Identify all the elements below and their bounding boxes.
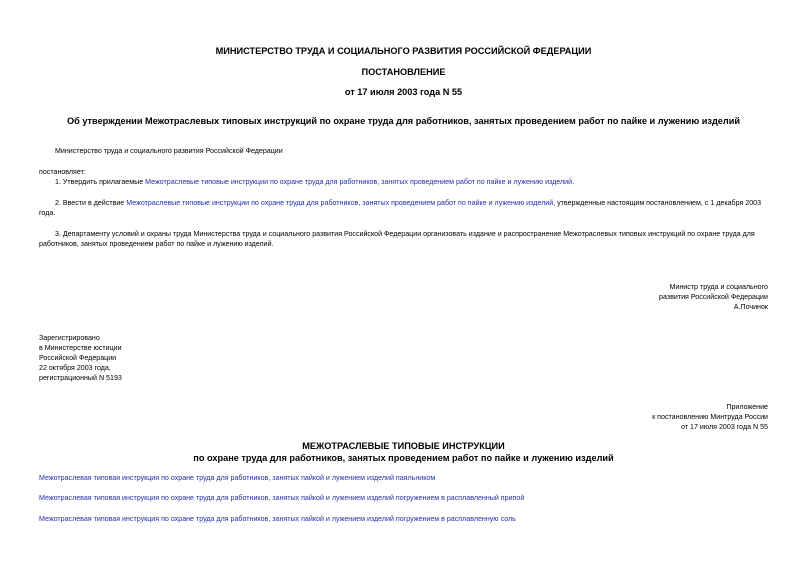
- ministry-heading: МИНИСТЕРСТВО ТРУДА И СОЦИАЛЬНОГО РАЗВИТИЯ РОССИЙСКОЙ ФЕДЕРАЦИИ: [215, 46, 592, 56]
- appendix-line-1: Приложение: [726, 403, 768, 411]
- item-3-line-2: работников, занятых проведением работ по пайке и лужению изделий.: [39, 240, 274, 248]
- item-2-prefix: 2. Ввести в действие: [55, 199, 127, 207]
- instruction-link-molten-salt[interactable]: Межотраслевая типовая инструкция по охране труда для работников, занятых пайкой и лужением изделий погружением в расплавленную соль: [39, 515, 516, 523]
- issuer-text: Министерство труда и социального развития Российской Федерации: [55, 147, 283, 155]
- item-2-continuation: года.: [39, 209, 56, 217]
- signature-line-2: развития Российской Федерации: [659, 293, 768, 301]
- instruction-link-soldering-iron[interactable]: Межотраслевая типовая инструкция по охране труда для работников, занятых пайкой и лужением изделий паяльником: [39, 474, 436, 482]
- registration-line-3: Российской Федерации: [39, 354, 117, 362]
- signature-line-1: Министр труда и социального: [669, 283, 768, 291]
- item-1-suffix: .: [572, 178, 575, 186]
- instruction-link-molten-solder[interactable]: Межотраслевая типовая инструкция по охране труда для работников, занятых пайкой и лужением изделий погружением в расплавленный припой: [39, 494, 525, 502]
- registration-line-1: Зарегистрировано: [39, 334, 100, 342]
- appendix-line-3: от 17 июля 2003 года N 55: [681, 423, 768, 431]
- document-title: Об утверждении Межотраслевых типовых инструкций по охране труда для работников, занятых проведением работ по пайке и лужению изделий: [66, 116, 741, 126]
- item-2: [55, 198, 761, 208]
- item-2-suffix: , утвержденные настоящим постановлением, с 1 декабря 2003: [553, 199, 762, 207]
- signature-name: А.Починок: [733, 303, 768, 311]
- item-2-link[interactable]: Межотраслевые типовые инструкции по охране труда для работников, занятых проведением работ по пайке и лужению изделий: [126, 199, 554, 207]
- registration-number: регистрационный N 5193: [39, 374, 122, 382]
- instructions-title: МЕЖОТРАСЛЕВЫЕ ТИПОВЫЕ ИНСТРУКЦИИ: [302, 441, 505, 451]
- instructions-subtitle: по охране труда для работников, занятых проведением работ по пайке и лужению изделий: [193, 453, 614, 463]
- appendix-line-2: к постановлению Минтруда России: [652, 413, 768, 421]
- registration-line-2: в Министерстве юстиции: [39, 344, 122, 352]
- document-date-number: от 17 июля 2003 года N 55: [344, 87, 463, 97]
- resolves-text: постановляет:: [39, 168, 86, 176]
- item-1-prefix: 1. Утвердить прилагаемые: [55, 178, 146, 186]
- document-type: ПОСТАНОВЛЕНИЕ: [361, 67, 446, 77]
- item-1: [55, 177, 574, 187]
- registration-line-4: 22 октября 2003 года,: [39, 364, 111, 372]
- item-3-line-1: 3. Департаменту условий и охраны труда Министерства труда и социального развития Российской Федерации организовать издание и распространение Межотраслевых типовых инструкций по охране труда для: [55, 230, 755, 238]
- item-1-link[interactable]: Межотраслевые типовые инструкции по охране труда для работников, занятых проведением работ по пайке и лужению изделий: [145, 178, 573, 186]
